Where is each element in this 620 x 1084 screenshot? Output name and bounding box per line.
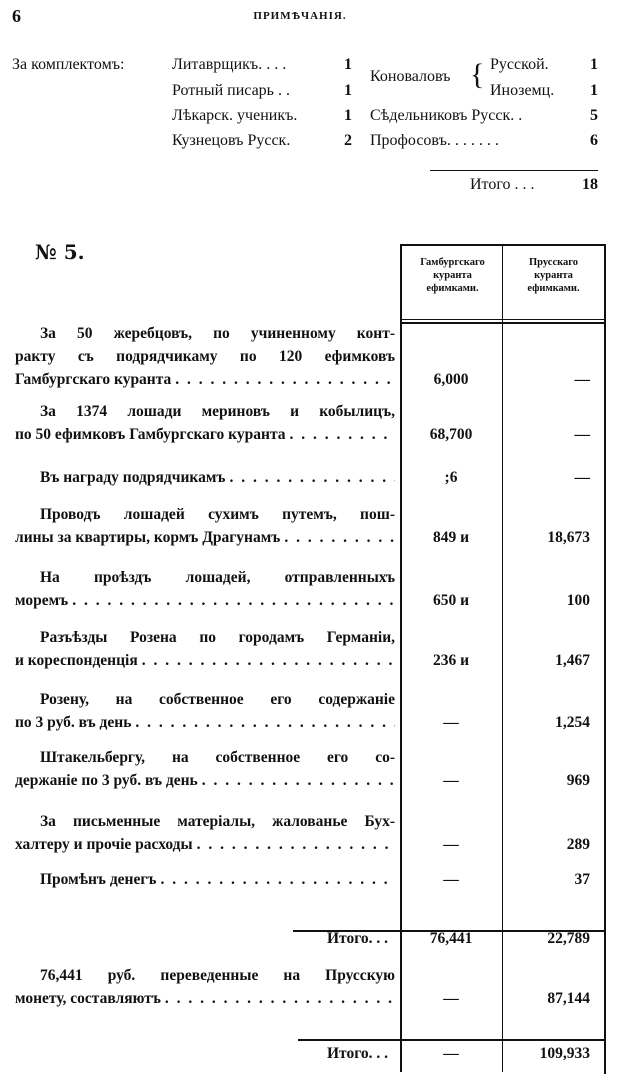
- value-hamburg: 68,700: [429, 426, 473, 443]
- complement-item: [172, 107, 352, 125]
- value-prussian: 1,467: [555, 652, 590, 669]
- page-number: 6: [12, 6, 21, 26]
- header-line: куранта: [534, 270, 573, 281]
- description-line: [15, 810, 395, 833]
- item-count: 1: [344, 107, 352, 124]
- description-text: Промѣнъ денегъ: [40, 871, 157, 888]
- description-text: Въ награду подрядчикамъ: [40, 469, 226, 486]
- description-line: [15, 711, 395, 734]
- item-name: Профосовъ. . . . . . .: [370, 132, 499, 149]
- description-line: [15, 503, 395, 526]
- total-value: 18: [582, 176, 598, 193]
- description-line: [15, 400, 395, 423]
- dot-leader: [193, 833, 395, 856]
- dot-leader: [171, 368, 395, 391]
- description-line: [15, 626, 395, 649]
- description-text: по 3 руб. въ день: [15, 714, 132, 731]
- description-line: [15, 769, 395, 792]
- description-text: Проводъ лошадей сухимъ путемъ, пош-: [40, 506, 395, 523]
- value-prussian: 969: [566, 772, 590, 789]
- value-prussian: 37: [574, 871, 590, 888]
- complement-item: [490, 56, 598, 74]
- dot-leader: [280, 526, 395, 549]
- value-hamburg: 236 и: [432, 652, 470, 669]
- dot-leader: [131, 711, 395, 734]
- value-hamburg: 650 и: [432, 592, 470, 609]
- complement-item: [370, 132, 598, 150]
- value-hamburg: —: [443, 836, 459, 853]
- item-name: Русской.: [490, 56, 549, 73]
- value-hamburg: —: [443, 772, 459, 789]
- total-divider: [298, 1039, 606, 1041]
- table-row-description: [15, 566, 395, 612]
- value-hamburg: —: [443, 714, 459, 731]
- table-row-description: [15, 466, 395, 489]
- value-prussian: 100: [566, 592, 590, 609]
- table-row-description: [15, 322, 395, 391]
- description-line: [15, 964, 395, 987]
- complement-label: За комплектомъ:: [12, 56, 125, 73]
- item-name: Ротный писарь . .: [172, 82, 290, 99]
- description-text: Разъѣзды Розена по городамъ Германіи,: [40, 629, 395, 646]
- value-hamburg: 849 и: [432, 529, 470, 546]
- description-text: 76,441 руб. переведенные на Прусскую: [40, 967, 395, 984]
- value-hamburg: —: [443, 990, 459, 1007]
- total-label: Итого . . .: [470, 176, 535, 193]
- description-text: ракту съ подрядчикаму по 120 ефимковъ: [15, 348, 395, 365]
- item-name: Литаврщикъ. . . .: [172, 56, 287, 73]
- description-text: лины за квартиры, кормъ Драгунамъ: [15, 529, 281, 546]
- complement-item: [172, 82, 352, 100]
- dot-leader: [68, 589, 395, 612]
- description-text: Гамбургскаго куранта: [15, 371, 172, 388]
- value-prussian: —: [574, 469, 590, 486]
- table-row-description: [15, 746, 395, 792]
- table-row-description: [15, 868, 395, 891]
- description-text: За 50 жеребцовъ, по учиненному конт-: [40, 325, 395, 342]
- description-line: [15, 526, 395, 549]
- column-header-prussian: [503, 256, 604, 295]
- divider: [430, 170, 598, 171]
- table-row-description: [15, 810, 395, 856]
- header-line: Прусскаго: [528, 257, 578, 268]
- description-text: За 1374 лошади мериновъ и кобылицъ,: [40, 403, 395, 420]
- value-hamburg: 6,000: [433, 371, 469, 388]
- description-line: [15, 566, 395, 589]
- dot-leader: [286, 423, 396, 446]
- description-text: и кореспонденція: [15, 652, 138, 669]
- value-prussian: 289: [566, 836, 590, 853]
- dot-leader: [198, 769, 395, 792]
- description-line: [15, 589, 395, 612]
- table-right-border: [604, 244, 606, 1074]
- total-label: Итого. . .: [327, 1045, 388, 1062]
- header-line: ефимками.: [527, 283, 580, 294]
- value-hamburg: 76,441: [429, 930, 473, 947]
- value-hamburg: —: [443, 871, 459, 888]
- description-text: Розену, на собственное его содержаніе: [40, 691, 395, 708]
- item-count: 1: [344, 82, 352, 99]
- item-name: Иноземц.: [490, 82, 555, 99]
- description-line: [15, 368, 395, 391]
- description-line: [15, 345, 395, 368]
- item-count: 6: [590, 132, 598, 149]
- description-line: [15, 987, 395, 1010]
- table-row-description: [15, 400, 395, 446]
- description-line: [15, 868, 395, 891]
- description-line: [15, 688, 395, 711]
- complement-item: [172, 56, 352, 74]
- value-hamburg: —: [443, 1045, 459, 1062]
- description-text: держаніе по 3 руб. въ день: [15, 772, 198, 789]
- item-name: Кузнецовъ Русск.: [172, 132, 291, 149]
- dot-leader: [156, 868, 395, 891]
- description-text: За письменные матеріалы, жалованье Бух-: [40, 813, 395, 830]
- description-line: [15, 322, 395, 345]
- dot-leader: [138, 649, 395, 672]
- description-text: халтеру и прочіе расходы: [15, 836, 193, 853]
- table-row-description: [15, 503, 395, 549]
- description-line: [15, 833, 395, 856]
- item-count: 1: [590, 82, 598, 99]
- value-prussian: 87,144: [547, 990, 590, 1007]
- total-label: Итого. . .: [327, 930, 388, 947]
- description-text: Штакельбергу, на собственное его со-: [40, 749, 395, 766]
- dot-leader: [225, 466, 395, 489]
- value-prussian: —: [574, 426, 590, 443]
- table-top-border: [400, 244, 606, 246]
- description-line: [15, 466, 395, 489]
- value-prussian: 22,789: [547, 930, 590, 947]
- item-count: 2: [344, 132, 352, 149]
- description-text: по 50 ефимковъ Гамбургскаго куранта: [15, 426, 286, 443]
- header-divider: [400, 319, 606, 320]
- brace: {: [470, 58, 485, 91]
- item-count: 1: [590, 56, 598, 73]
- complement-item: [490, 82, 598, 100]
- header-divider: [400, 322, 606, 324]
- item-count: 1: [344, 56, 352, 73]
- description-line: [15, 746, 395, 769]
- column-divider: [502, 244, 503, 1072]
- section-number: № 5.: [35, 240, 85, 264]
- column-header-hamburg: Гамбургскаго курантa ефимками.: [420, 257, 485, 294]
- item-name: Лѣкарск. ученикъ.: [172, 107, 298, 124]
- dot-leader: [161, 987, 395, 1010]
- description-text: монету, составляютъ: [15, 990, 161, 1007]
- description-line: [15, 423, 395, 446]
- value-prussian: 18,673: [547, 529, 590, 546]
- value-prussian: 1,254: [555, 714, 590, 731]
- running-title: ПРИМѢЧАНІЯ.: [253, 10, 347, 22]
- complement-total: [470, 176, 598, 194]
- item-count: 5: [590, 107, 598, 124]
- table-row-description: [15, 688, 395, 734]
- complement-item: [172, 132, 352, 150]
- description-text: На проѣздъ лошадей, отправленныхъ: [40, 569, 395, 586]
- item-name: Сѣдельниковъ Русск. .: [370, 107, 523, 124]
- konovalov-label: Коноваловъ: [370, 68, 451, 85]
- description-text: моремъ: [15, 592, 69, 609]
- value-prussian: —: [574, 371, 590, 388]
- value-hamburg: ;6: [444, 469, 458, 486]
- table-row-description: [15, 964, 395, 1010]
- description-line: [15, 649, 395, 672]
- complement-item: [370, 107, 598, 125]
- value-prussian: 109,933: [539, 1045, 590, 1062]
- table-row-description: [15, 626, 395, 672]
